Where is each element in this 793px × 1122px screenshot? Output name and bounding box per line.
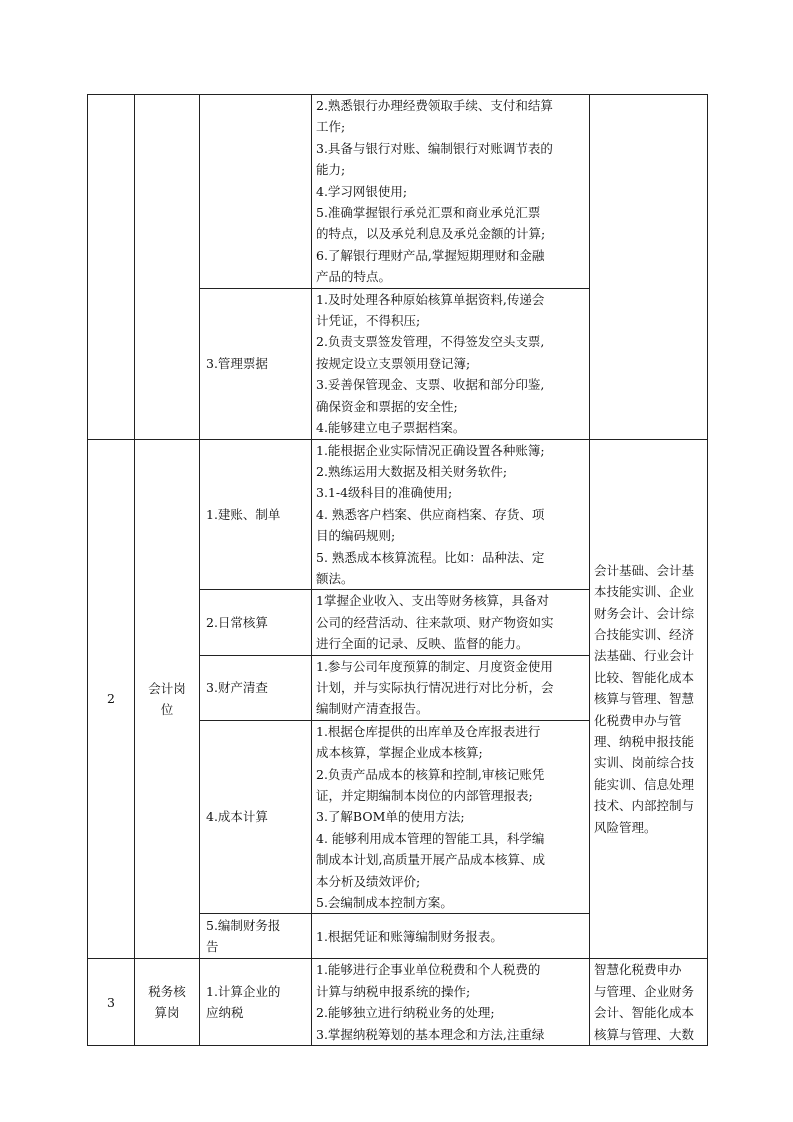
course-line: 核算与管理、大数 [594,1026,695,1042]
task-cell [200,590,312,655]
requirement-line: 4.学习网银使用; [316,183,408,199]
requirement-line: 2.负责产品成本的核算和控制,审核记账凭 [316,766,545,782]
requirement-line: 目的编码规则; [316,528,396,544]
task-label: 告 [206,939,219,955]
course-line: 与管理、企业财务 [594,983,695,999]
row-number-cell: 2 [88,439,135,959]
courses-cell [590,959,708,1046]
requirement-line: 本分析及绩效评价; [316,873,421,889]
course-line: 能实训、信息处理 [594,776,695,792]
requirement-line: 1.能够进行企事业单位税费和个人税费的 [316,962,541,978]
requirement-line: 4. 熟悉客户档案、供应商档案、存货、项 [316,506,545,522]
requirement-line: 的特点，以及承兑利息及承兑金额的计算; [316,226,546,242]
post-name: 位 [160,701,174,717]
post-cell [135,439,200,959]
requirement-line: 3.具备与银行对账、编制银行对账调节表的 [316,140,553,156]
requirement-line: 产品的特点。 [316,269,392,285]
requirement-line: 计划，并与实际执行情况进行对比分析，会 [316,679,554,695]
requirement-line: 1.根据仓库提供的出库单及仓库报表进行 [316,723,541,739]
task-label: 3.财产清查 [206,679,268,695]
requirement-line: 1.根据凭证和账簿编制财务报表。 [316,928,503,944]
course-line: 核算与管理、智慧 [594,691,695,707]
requirements-cell [312,914,590,959]
requirement-line: 计凭证，不得积压; [316,313,421,329]
requirement-line: 1.能根据企业实际情况正确设置各种账簿; [316,442,545,458]
requirement-line: 2.负责支票签发管理，不得签发空头支票, [316,334,545,350]
curriculum-table [87,94,708,1046]
course-line: 会计基础、会计基 [594,562,695,578]
requirement-line: 2.熟练运用大数据及相关财务软件; [316,463,508,479]
course-line: 财务会计、会计综 [594,605,695,621]
requirement-line: 1掌握企业收入、支出等财务核算，具备对 [316,593,549,609]
requirement-line: 工作; [316,119,346,135]
table-row [88,959,708,1046]
course-line: 合技能实训、经济 [594,627,695,643]
requirement-line: 1.及时处理各种原始核算单据资料,传递会 [316,291,545,307]
task-label: 5.编制财务报 [206,918,281,934]
task-cell [200,720,312,914]
course-line: 法基础、行业会计 [594,648,695,664]
requirement-line: 成本核算，掌握企业成本核算; [316,745,483,761]
post-cell [135,959,200,1046]
task-label: 3.管理票据 [206,355,268,371]
requirement-line: 确保资金和票据的安全性; [316,398,458,414]
requirement-line: 编制财产清查报告。 [316,701,429,717]
task-label: 2.日常核算 [206,614,268,630]
task-label: 1.建账、制单 [206,506,281,522]
task-label: 1.计算企业的 [206,983,281,999]
task-cell [200,439,312,590]
requirement-line: 进行全面的记录、反映、监督的能力。 [316,636,529,652]
course-line: 理、纳税申报技能 [594,734,695,750]
course-line: 会计、智能化成本 [594,1005,695,1021]
task-cell [200,914,312,959]
courses-cell [590,439,708,959]
course-line: 实训、岗前综合技 [594,755,695,771]
requirements-cell [312,590,590,655]
requirement-line: 4.能够建立电子票据档案。 [316,420,466,436]
requirement-line: 能力; [316,162,346,178]
table-row [88,439,708,590]
requirement-line: 2.熟悉银行办理经费领取手续、支付和结算 [316,98,553,113]
requirement-line: 1.参与公司年度预算的制定、月度资金使用 [316,658,553,674]
post-cell [135,95,200,440]
requirement-line: 按规定设立支票领用登记簿; [316,355,471,371]
course-line: 比较、智能化成本 [594,669,695,685]
task-cell [200,655,312,720]
post-name: 算岗 [154,1005,180,1021]
requirement-line: 计算与纳税申报系统的操作; [316,983,471,999]
requirement-line: 3.妥善保管现金、支票、收据和部分印鉴, [316,377,545,393]
requirements-cell [312,959,590,1046]
requirement-line: 公司的经营活动、往来款项、财产物资如实 [316,614,554,630]
requirement-line: 5. 熟悉成本核算流程。比如：品种法、定 [316,549,545,565]
course-line: 技术、内部控制与 [594,798,695,814]
requirement-line: 额法。 [316,570,354,586]
requirement-line: 5.会编制成本控制方案。 [316,895,453,911]
course-line: 风险管理。 [594,819,657,835]
requirement-line: 2.能够独立进行纳税业务的处理; [316,1005,495,1021]
course-line: 化税费申办与管 [594,712,682,728]
course-line: 本技能实训、企业 [594,584,695,600]
task-label: 应纳税 [206,1005,244,1021]
courses-cell [590,95,708,440]
task-label: 4.成本计算 [206,809,268,825]
requirements-cell [312,655,590,720]
requirement-line: 5.准确掌握银行承兑汇票和商业承兑汇票 [316,205,541,221]
post-name: 税务核 [148,983,186,999]
requirement-line: 3.掌握纳税筹划的基本理念和方法,注重绿 [316,1026,545,1042]
post-name: 会计岗 [148,680,186,696]
requirements-cell [312,95,590,289]
requirements-cell [312,288,590,439]
requirement-line: 制成本计划,高质量开展产品成本核算、成 [316,852,545,868]
task-cell [200,95,312,289]
course-line: 智慧化税费申办 [594,962,682,978]
row-number-cell [88,95,135,440]
requirement-line: 4. 能够利用成本管理的智能工具，科学编 [316,830,545,846]
requirement-line: 3.了解BOM单的使用方法; [316,809,465,825]
table-row [88,95,708,289]
requirements-cell [312,439,590,590]
requirements-cell [312,720,590,914]
requirement-line: 6.了解银行理财产品,掌握短期理财和金融 [316,247,545,263]
task-cell [200,959,312,1046]
row-number-cell: 3 [88,959,135,1046]
task-cell [200,288,312,439]
requirement-line: 3.1-4级科目的准确使用; [316,485,453,501]
requirement-line: 证，并定期编制本岗位的内部管理报表; [316,788,533,803]
